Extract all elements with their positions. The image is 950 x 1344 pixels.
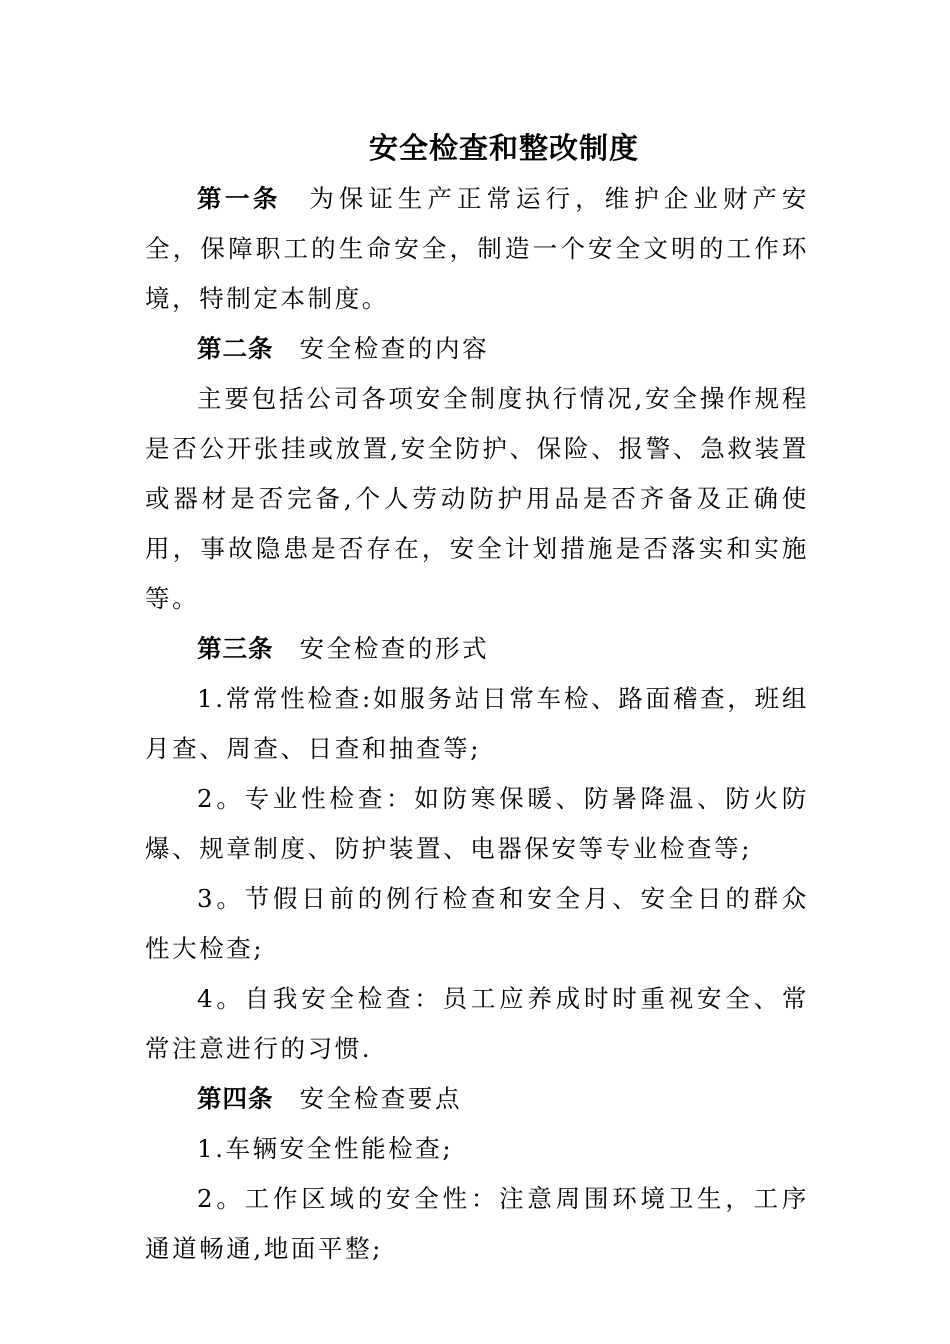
article-4-heading	[145, 1074, 809, 1124]
list-item: 1.车辆安全性能检查;	[197, 1134, 454, 1163]
article-label: 第二条	[197, 334, 274, 363]
document-title: 安全检查和整改制度	[368, 131, 639, 165]
document-body	[145, 174, 809, 1274]
list-item: 4。自我安全检查：员工应养成时时重视安全、常常注意进行的习惯.	[145, 984, 809, 1063]
article-label: 第四条	[197, 1084, 274, 1113]
article-text: 为保证生产正常运行，维护企业财产安全，保障职工的生命安全，制造一个安全文明的工作环境，特制定本制度。	[145, 184, 810, 313]
article-heading: 安全检查的形式	[299, 634, 490, 663]
article-label: 第三条	[197, 634, 274, 663]
article-1	[145, 174, 809, 324]
article-3-heading	[145, 624, 809, 674]
article-2-heading	[145, 324, 809, 374]
list-item: 2。工作区域的安全性：注意周围环境卫生，工序通道畅通,地面平整;	[145, 1184, 809, 1263]
article-heading: 安全检查的内容	[299, 334, 490, 363]
list-item: 2。专业性检查：如防寒保暖、防暑降温、防火防爆、规章制度、防护装置、电器保安等专业检查等;	[145, 784, 809, 863]
list-item: 3。节假日前的例行检查和安全月、安全日的群众性大检查;	[145, 884, 809, 963]
article-label: 第一条	[197, 184, 281, 213]
article-2-content: 主要包括公司各项安全制度执行情况,安全操作规程是否公开张挂或放置,安全防护、保险、报警、急救装置或器材是否完备,个人劳动防护用品是否齐备及正确使用，事故隐患是否存在，安全计划措施是否落实和实施等。	[145, 384, 809, 613]
article-heading: 安全检查要点	[299, 1084, 463, 1113]
list-item: 1.常常性检查:如服务站日常车检、路面稽查，班组月查、周查、日查和抽查等;	[145, 684, 809, 763]
